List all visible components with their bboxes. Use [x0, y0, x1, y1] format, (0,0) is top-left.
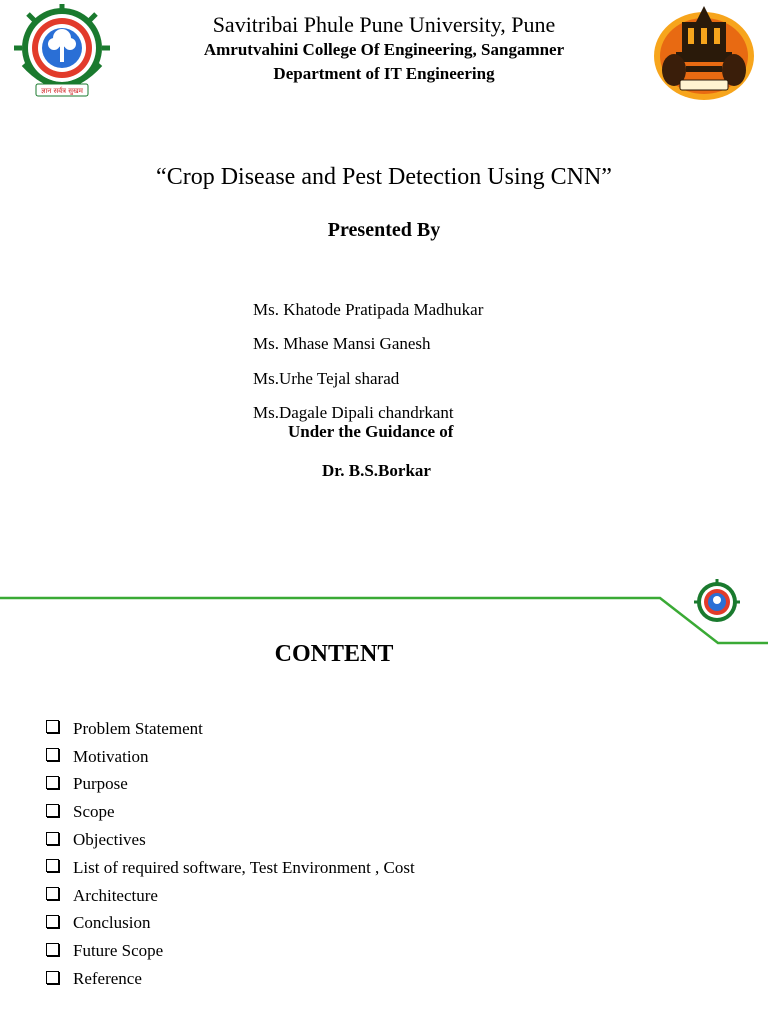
list-item-label: Conclusion: [73, 913, 151, 933]
project-title: “Crop Disease and Pest Detection Using CNN”: [156, 164, 612, 190]
checkbox-bullet-icon: [46, 971, 59, 984]
college-name: Amrutvahini College Of Engineering, Sangamner: [203, 40, 565, 59]
checkbox-bullet-icon: [46, 776, 59, 789]
list-item-label: Problem Statement: [73, 718, 203, 738]
list-item: [46, 826, 415, 854]
list-item: [46, 743, 415, 771]
content-slide: [0, 565, 768, 1024]
checkbox-bullet-icon: [46, 720, 59, 733]
checkbox-bullet-icon: [46, 832, 59, 845]
member-name: Ms. Mhase Mansi Ganesh: [253, 334, 431, 353]
guidance-label: Under the Guidance of: [288, 422, 454, 441]
list-item: [46, 715, 415, 743]
checkbox-bullet-icon: [46, 748, 59, 761]
checkbox-bullet-icon: [46, 859, 59, 872]
list-item-label: Architecture: [73, 885, 158, 905]
college-motto: ज्ञान सर्वत्र सुखम: [41, 87, 83, 95]
list-item: [46, 798, 415, 826]
checkbox-bullet-icon: [46, 887, 59, 900]
university-name: Savitribai Phule Pune University, Pune: [212, 12, 556, 37]
checkbox-bullet-icon: [46, 804, 59, 817]
list-item: [46, 910, 415, 938]
list-item-label: Purpose: [73, 774, 128, 794]
list-item: [46, 854, 415, 882]
list-item: [46, 965, 415, 993]
member-name: Ms.Dagale Dipali chandrkant: [253, 403, 454, 422]
list-item-label: Scope: [73, 802, 115, 822]
list-item-label: Motivation: [73, 746, 149, 766]
list-item: [46, 771, 415, 799]
checkbox-bullet-icon: [46, 943, 59, 956]
content-list: [46, 715, 415, 993]
content-heading: CONTENT: [274, 641, 394, 667]
guide-name: Dr. B.S.Borkar: [322, 461, 431, 480]
list-item: [46, 882, 415, 910]
checkbox-bullet-icon: [46, 915, 59, 928]
member-name: Ms. Khatode Pratipada Madhukar: [253, 300, 484, 319]
college-emblem-small-icon: [694, 579, 740, 625]
list-item-label: Future Scope: [73, 941, 164, 961]
member-name: Ms.Urhe Tejal sharad: [253, 369, 400, 388]
list-item: [46, 937, 415, 965]
list-item-label: Objectives: [73, 830, 146, 850]
department-name: Department of IT Engineering: [273, 64, 495, 83]
list-item-label: Reference: [73, 969, 142, 989]
presented-by-heading: Presented By: [327, 219, 441, 241]
list-item-label: List of required software, Test Environment , Cost: [73, 857, 415, 877]
